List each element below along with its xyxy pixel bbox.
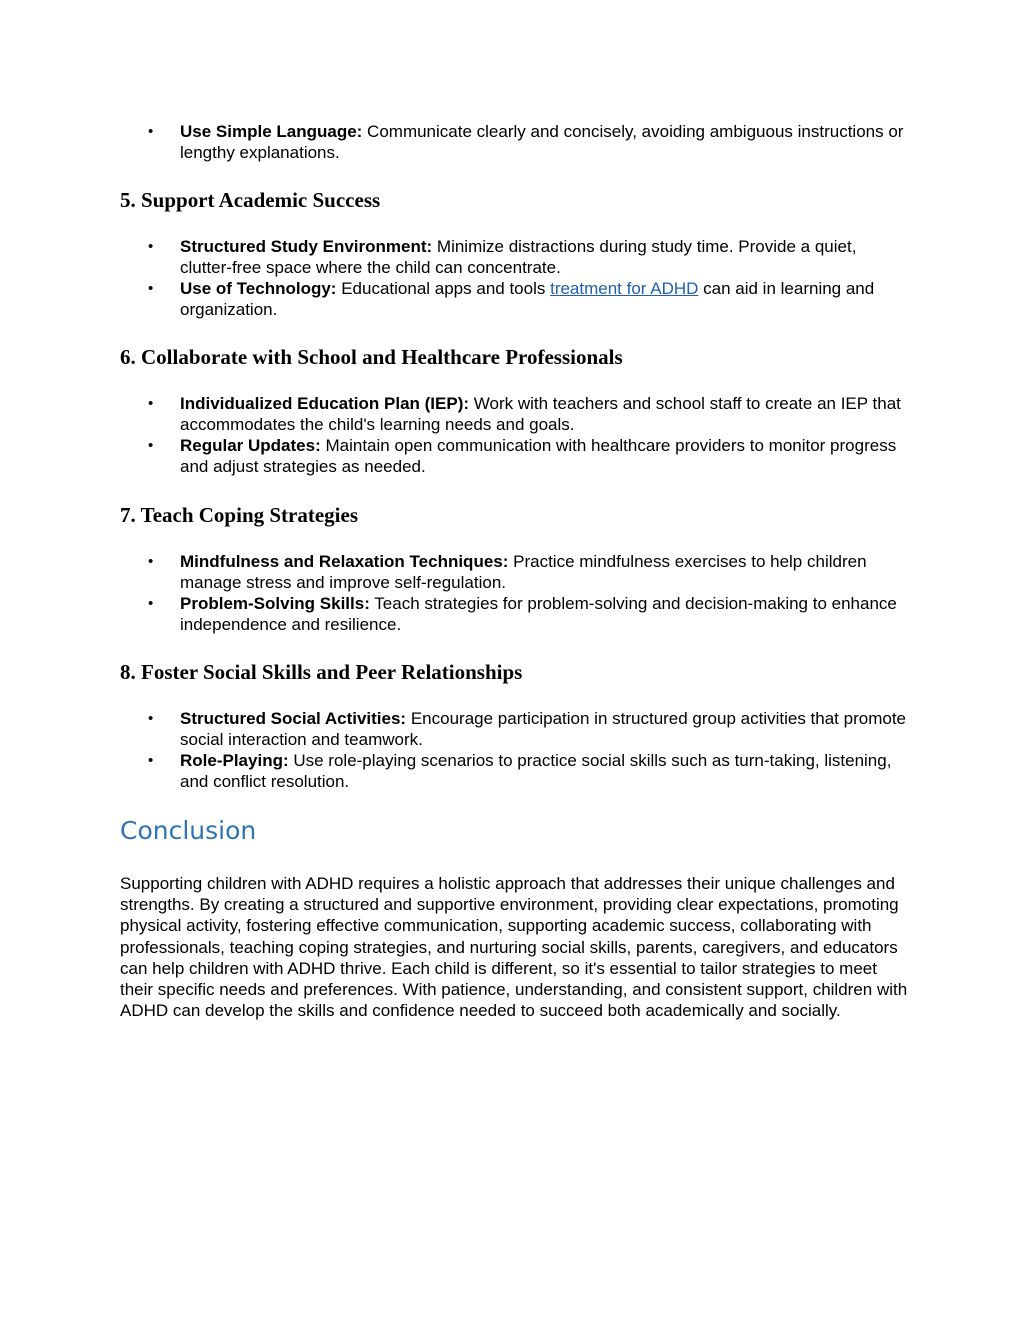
item-label: Use Simple Language: (180, 122, 363, 141)
item-label: Use of Technology: (180, 279, 337, 298)
bullet-icon: • (148, 595, 154, 612)
item-text: Minimize distractions during study time. Provide a quiet, clutter-free space where the child can concentrate. (180, 237, 857, 277)
bullet-icon: • (148, 280, 154, 297)
list-item (120, 551, 910, 593)
bullet-icon: • (148, 395, 154, 412)
item-label: Individualized Education Plan (IEP): (180, 394, 470, 413)
section-8-heading: 8. Foster Social Skills and Peer Relationships (120, 660, 523, 684)
list-item (120, 278, 910, 320)
list-item (120, 593, 910, 635)
list-item (120, 121, 910, 163)
item-text: Maintain open communication with healthcare providers to monitor progress and adjust strategies as needed. (180, 436, 897, 476)
item-label: Mindfulness and Relaxation Techniques: (180, 552, 509, 571)
item-label: Role-Playing: (180, 751, 289, 770)
bullet-icon: • (148, 553, 154, 570)
list-item (120, 750, 910, 792)
conclusion-heading: Conclusion (120, 816, 257, 845)
item-text: Educational apps and tools (336, 279, 551, 298)
item-label: Structured Social Activities: (180, 709, 407, 728)
bullet-icon: • (148, 123, 154, 140)
item-text: Communicate clearly and concisely, avoiding ambiguous instructions or lengthy explanations. (180, 122, 904, 162)
item-text: Practice mindfulness exercises to help children manage stress and improve self-regulation. (180, 552, 867, 592)
item-text: Encourage participation in structured group activities that promote social interaction and teamwork. (180, 709, 906, 749)
conclusion-paragraph: Supporting children with ADHD requires a holistic approach that addresses their unique challenges and strengths. By creating a structured and supportive environment, providing clear expectations, promoting physical activity, fostering effective communication, supporting academic success, collaborating with professionals, teaching coping strategies, and nurturing social skills, parents, caregivers, and educators can help children with ADHD thrive. Each child is different, so it's essential to tailor strategies to meet their specific needs and preferences. With patience, understanding, and consistent support, children with ADHD can develop the skills and confidence needed to succeed both academically and socially. (120, 874, 908, 1021)
list-item (120, 393, 910, 435)
section-6-heading: 6. Collaborate with School and Healthcare Professionals (120, 345, 623, 369)
item-label: Problem-Solving Skills: (180, 594, 370, 613)
section-6-list (120, 393, 910, 477)
list-item (120, 236, 910, 278)
treatment-for-adhd-link[interactable]: treatment for ADHD (550, 279, 699, 298)
section-7-heading: 7. Teach Coping Strategies (120, 503, 359, 527)
section-7-list (120, 551, 910, 635)
bullet-icon: • (148, 437, 154, 454)
item-text: Use role-playing scenarios to practice social skills such as turn-taking, listening, and conflict resolution. (180, 751, 892, 791)
item-label: Structured Study Environment: (180, 237, 433, 256)
bullet-icon: • (148, 238, 154, 255)
item-text: can aid in learning and organization. (180, 279, 875, 319)
list-item (120, 435, 910, 477)
item-text: Work with teachers and school staff to create an IEP that accommodates the child's learning needs and goals. (180, 394, 901, 434)
list-item (120, 708, 910, 750)
section-8-list (120, 708, 910, 792)
item-label: Regular Updates: (180, 436, 321, 455)
item-text: Teach strategies for problem-solving and decision-making to enhance independence and resilience. (180, 594, 897, 634)
bullet-icon: • (148, 710, 154, 727)
bullet-icon: • (148, 752, 154, 769)
section-5-heading: 5. Support Academic Success (120, 188, 381, 212)
section-5-list (120, 236, 910, 320)
simple-language-list (120, 121, 910, 163)
